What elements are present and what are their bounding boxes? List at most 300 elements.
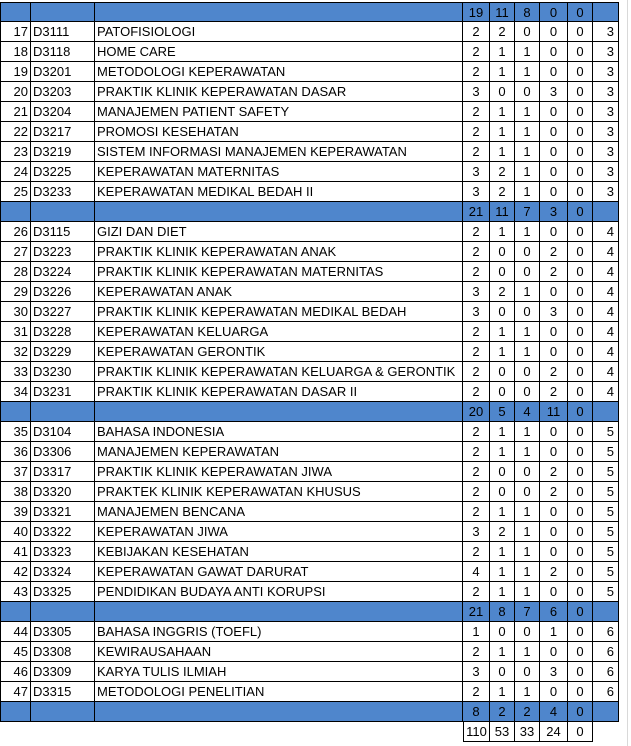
course-semester-cell[interactable]: 4 [593,262,619,282]
course-no-cell[interactable]: 28 [0,262,31,282]
course-k-cell[interactable]: 0 [540,522,568,542]
course-t-cell[interactable]: 1 [490,562,515,582]
course-x-cell[interactable]: 0 [568,142,593,162]
course-code-cell[interactable]: D3228 [31,322,95,342]
course-name-cell[interactable]: KEPERAWATAN MEDIKAL BEDAH II [95,182,463,202]
course-p-cell[interactable]: 1 [515,182,540,202]
course-k-cell[interactable]: 0 [540,442,568,462]
course-name-cell[interactable]: KEPERAWATAN JIWA [95,522,463,542]
course-k-cell[interactable]: 0 [540,222,568,242]
course-code-cell[interactable]: D3308 [31,642,95,662]
course-x-cell[interactable]: 0 [568,182,593,202]
course-semester-cell[interactable]: 4 [593,242,619,262]
subtotal-sem-cell[interactable] [593,702,619,722]
course-p-cell[interactable]: 1 [515,682,540,702]
course-no-cell[interactable]: 44 [0,622,31,642]
course-no-cell[interactable]: 43 [0,582,31,602]
course-semester-cell[interactable]: 4 [593,222,619,242]
course-code-cell[interactable]: D3323 [31,542,95,562]
course-p-cell[interactable]: 1 [515,502,540,522]
course-sks-cell[interactable]: 2 [463,22,490,42]
course-no-cell[interactable]: 22 [0,122,31,142]
course-sks-cell[interactable]: 3 [463,282,490,302]
course-t-cell[interactable]: 2 [490,282,515,302]
course-sks-cell[interactable]: 2 [463,62,490,82]
course-t-cell[interactable]: 2 [490,522,515,542]
course-name-cell[interactable]: MANAJEMEN KEPERAWATAN [95,442,463,462]
course-p-cell[interactable]: 1 [515,582,540,602]
course-p-cell[interactable]: 1 [515,162,540,182]
course-semester-cell[interactable]: 4 [593,322,619,342]
course-p-cell[interactable]: 0 [515,262,540,282]
course-x-cell[interactable]: 0 [568,322,593,342]
subtotal-t-cell[interactable]: 11 [490,2,515,22]
course-x-cell[interactable]: 0 [568,662,593,682]
course-k-cell[interactable]: 0 [540,42,568,62]
course-code-cell[interactable]: D3225 [31,162,95,182]
course-semester-cell[interactable]: 5 [593,462,619,482]
course-sks-cell[interactable]: 1 [463,622,490,642]
course-p-cell[interactable]: 1 [515,282,540,302]
course-sks-cell[interactable]: 2 [463,142,490,162]
course-p-cell[interactable]: 1 [515,122,540,142]
course-code-cell[interactable]: D3227 [31,302,95,322]
course-k-cell[interactable]: 0 [540,182,568,202]
course-name-cell[interactable]: PRAKTEK KLINIK KEPERAWATAN KHUSUS [95,482,463,502]
course-p-cell[interactable]: 0 [515,382,540,402]
course-k-cell[interactable]: 0 [540,62,568,82]
course-code-cell[interactable]: D3231 [31,382,95,402]
course-sks-cell[interactable]: 4 [463,562,490,582]
subtotal-name-cell[interactable] [95,202,463,222]
course-t-cell[interactable]: 1 [490,42,515,62]
course-p-cell[interactable]: 0 [515,622,540,642]
course-code-cell[interactable]: D3320 [31,482,95,502]
course-t-cell[interactable]: 0 [490,82,515,102]
course-x-cell[interactable]: 0 [568,302,593,322]
subtotal-name-cell[interactable] [95,602,463,622]
course-sks-cell[interactable]: 3 [463,302,490,322]
course-semester-cell[interactable]: 3 [593,182,619,202]
course-name-cell[interactable]: MANAJEMEN BENCANA [95,502,463,522]
course-t-cell[interactable]: 0 [490,302,515,322]
course-code-cell[interactable]: D3115 [31,222,95,242]
course-x-cell[interactable]: 0 [568,122,593,142]
course-no-cell[interactable]: 46 [0,662,31,682]
course-t-cell[interactable]: 2 [490,162,515,182]
course-t-cell[interactable]: 1 [490,642,515,662]
course-semester-cell[interactable]: 5 [593,422,619,442]
subtotal-sks-cell[interactable]: 8 [463,702,490,722]
course-t-cell[interactable]: 2 [490,182,515,202]
course-no-cell[interactable]: 18 [0,42,31,62]
course-semester-cell[interactable]: 5 [593,582,619,602]
course-no-cell[interactable]: 29 [0,282,31,302]
subtotal-x-cell[interactable]: 0 [568,602,593,622]
subtotal-x-cell[interactable]: 0 [568,202,593,222]
course-code-cell[interactable]: D3219 [31,142,95,162]
course-k-cell[interactable]: 2 [540,362,568,382]
course-t-cell[interactable]: 1 [490,122,515,142]
course-k-cell[interactable]: 2 [540,262,568,282]
course-p-cell[interactable]: 1 [515,142,540,162]
course-x-cell[interactable]: 0 [568,82,593,102]
course-x-cell[interactable]: 0 [568,22,593,42]
course-code-cell[interactable]: D3118 [31,42,95,62]
course-x-cell[interactable]: 0 [568,522,593,542]
course-name-cell[interactable]: PRAKTIK KLINIK KEPERAWATAN KELUARGA & GERONTIK [95,362,463,382]
course-no-cell[interactable]: 36 [0,442,31,462]
course-semester-cell[interactable]: 3 [593,142,619,162]
course-x-cell[interactable]: 0 [568,102,593,122]
course-sks-cell[interactable]: 3 [463,162,490,182]
course-code-cell[interactable]: D3324 [31,562,95,582]
course-t-cell[interactable]: 0 [490,662,515,682]
course-x-cell[interactable]: 0 [568,62,593,82]
course-name-cell[interactable]: KEPERAWATAN GAWAT DARURAT [95,562,463,582]
course-semester-cell[interactable]: 5 [593,482,619,502]
course-t-cell[interactable]: 1 [490,322,515,342]
course-semester-cell[interactable]: 6 [593,642,619,662]
grand-total-x-cell[interactable]: 0 [568,722,593,742]
course-x-cell[interactable]: 0 [568,42,593,62]
subtotal-p-cell[interactable]: 7 [515,202,540,222]
course-name-cell[interactable]: KARYA TULIS ILMIAH [95,662,463,682]
course-name-cell[interactable]: GIZI DAN DIET [95,222,463,242]
course-x-cell[interactable]: 0 [568,542,593,562]
course-sks-cell[interactable]: 2 [463,122,490,142]
course-t-cell[interactable]: 0 [490,382,515,402]
course-semester-cell[interactable]: 6 [593,622,619,642]
course-k-cell[interactable]: 0 [540,502,568,522]
course-x-cell[interactable]: 0 [568,502,593,522]
course-semester-cell[interactable]: 5 [593,562,619,582]
course-t-cell[interactable]: 1 [490,542,515,562]
course-t-cell[interactable]: 1 [490,502,515,522]
course-sks-cell[interactable]: 2 [463,342,490,362]
course-t-cell[interactable]: 1 [490,222,515,242]
course-k-cell[interactable]: 0 [540,642,568,662]
course-sks-cell[interactable]: 2 [463,42,490,62]
subtotal-p-cell[interactable]: 2 [515,702,540,722]
course-no-cell[interactable]: 26 [0,222,31,242]
course-p-cell[interactable]: 0 [515,82,540,102]
course-semester-cell[interactable]: 4 [593,282,619,302]
subtotal-no-cell[interactable] [0,202,31,222]
course-sks-cell[interactable]: 2 [463,482,490,502]
course-no-cell[interactable]: 21 [0,102,31,122]
course-name-cell[interactable]: PRAKTIK KLINIK KEPERAWATAN JIWA [95,462,463,482]
course-x-cell[interactable]: 0 [568,242,593,262]
course-no-cell[interactable]: 30 [0,302,31,322]
course-t-cell[interactable]: 1 [490,62,515,82]
course-k-cell[interactable]: 1 [540,622,568,642]
course-t-cell[interactable]: 0 [490,462,515,482]
subtotal-x-cell[interactable]: 0 [568,402,593,422]
course-k-cell[interactable]: 3 [540,662,568,682]
course-p-cell[interactable]: 1 [515,522,540,542]
course-no-cell[interactable]: 20 [0,82,31,102]
course-t-cell[interactable]: 1 [490,102,515,122]
course-p-cell[interactable]: 1 [515,562,540,582]
course-k-cell[interactable]: 0 [540,542,568,562]
course-t-cell[interactable]: 0 [490,622,515,642]
course-k-cell[interactable]: 2 [540,462,568,482]
subtotal-name-cell[interactable] [95,402,463,422]
course-code-cell[interactable]: D3203 [31,82,95,102]
course-code-cell[interactable]: D3229 [31,342,95,362]
course-code-cell[interactable]: D3201 [31,62,95,82]
course-no-cell[interactable]: 40 [0,522,31,542]
course-x-cell[interactable]: 0 [568,362,593,382]
subtotal-t-cell[interactable]: 2 [490,702,515,722]
course-name-cell[interactable]: PROMOSI KESEHATAN [95,122,463,142]
course-code-cell[interactable]: D3233 [31,182,95,202]
subtotal-code-cell[interactable] [31,402,95,422]
course-x-cell[interactable]: 0 [568,382,593,402]
subtotal-k-cell[interactable]: 0 [540,2,568,22]
subtotal-k-cell[interactable]: 4 [540,702,568,722]
course-no-cell[interactable]: 38 [0,482,31,502]
course-code-cell[interactable]: D3223 [31,242,95,262]
course-name-cell[interactable]: PRAKTIK KLINIK KEPERAWATAN DASAR II [95,382,463,402]
course-no-cell[interactable]: 19 [0,62,31,82]
course-name-cell[interactable]: PRAKTIK KLINIK KEPERAWATAN ANAK [95,242,463,262]
course-name-cell[interactable]: METODOLOGI PENELITIAN [95,682,463,702]
course-p-cell[interactable]: 0 [515,362,540,382]
course-no-cell[interactable]: 23 [0,142,31,162]
course-semester-cell[interactable]: 3 [593,102,619,122]
course-code-cell[interactable]: D3306 [31,442,95,462]
course-p-cell[interactable]: 0 [515,242,540,262]
course-k-cell[interactable]: 0 [540,122,568,142]
course-k-cell[interactable]: 0 [540,142,568,162]
course-code-cell[interactable]: D3204 [31,102,95,122]
course-sks-cell[interactable]: 2 [463,362,490,382]
course-sks-cell[interactable]: 3 [463,182,490,202]
course-code-cell[interactable]: D3325 [31,582,95,602]
subtotal-code-cell[interactable] [31,202,95,222]
course-semester-cell[interactable]: 3 [593,62,619,82]
course-no-cell[interactable]: 34 [0,382,31,402]
course-name-cell[interactable]: KEPERAWATAN KELUARGA [95,322,463,342]
subtotal-t-cell[interactable]: 8 [490,602,515,622]
subtotal-no-cell[interactable] [0,402,31,422]
course-t-cell[interactable]: 0 [490,262,515,282]
course-p-cell[interactable]: 1 [515,102,540,122]
course-semester-cell[interactable]: 3 [593,162,619,182]
course-sks-cell[interactable]: 2 [463,642,490,662]
course-no-cell[interactable]: 41 [0,542,31,562]
course-no-cell[interactable]: 45 [0,642,31,662]
subtotal-name-cell[interactable] [95,2,463,22]
course-sks-cell[interactable]: 2 [463,542,490,562]
course-name-cell[interactable]: SISTEM INFORMASI MANAJEMEN KEPERAWATAN [95,142,463,162]
course-x-cell[interactable]: 0 [568,282,593,302]
course-sks-cell[interactable]: 2 [463,582,490,602]
course-name-cell[interactable]: KEPERAWATAN MATERNITAS [95,162,463,182]
course-code-cell[interactable]: D3317 [31,462,95,482]
subtotal-sks-cell[interactable]: 21 [463,202,490,222]
course-no-cell[interactable]: 31 [0,322,31,342]
subtotal-k-cell[interactable]: 6 [540,602,568,622]
course-no-cell[interactable]: 27 [0,242,31,262]
course-x-cell[interactable]: 0 [568,462,593,482]
course-p-cell[interactable]: 0 [515,302,540,322]
subtotal-sks-cell[interactable]: 21 [463,602,490,622]
course-x-cell[interactable]: 0 [568,582,593,602]
course-sks-cell[interactable]: 3 [463,522,490,542]
course-p-cell[interactable]: 0 [515,662,540,682]
subtotal-name-cell[interactable] [95,702,463,722]
course-no-cell[interactable]: 32 [0,342,31,362]
course-semester-cell[interactable]: 5 [593,502,619,522]
course-x-cell[interactable]: 0 [568,622,593,642]
course-k-cell[interactable]: 3 [540,82,568,102]
course-sks-cell[interactable]: 2 [463,102,490,122]
course-semester-cell[interactable]: 3 [593,82,619,102]
course-x-cell[interactable]: 0 [568,482,593,502]
course-p-cell[interactable]: 0 [515,462,540,482]
course-semester-cell[interactable]: 5 [593,542,619,562]
course-k-cell[interactable]: 0 [540,162,568,182]
course-semester-cell[interactable]: 3 [593,22,619,42]
course-sks-cell[interactable]: 2 [463,682,490,702]
course-p-cell[interactable]: 1 [515,62,540,82]
course-code-cell[interactable]: D3321 [31,502,95,522]
course-name-cell[interactable]: KEPERAWATAN GERONTIK [95,342,463,362]
course-x-cell[interactable]: 0 [568,682,593,702]
course-code-cell[interactable]: D3309 [31,662,95,682]
course-name-cell[interactable]: PENDIDIKAN BUDAYA ANTI KORUPSI [95,582,463,602]
subtotal-no-cell[interactable] [0,2,31,22]
course-k-cell[interactable]: 0 [540,102,568,122]
course-semester-cell[interactable]: 4 [593,362,619,382]
course-name-cell[interactable]: BAHASA INGGRIS (TOEFL) [95,622,463,642]
course-name-cell[interactable]: KEWIRAUSAHAAN [95,642,463,662]
course-p-cell[interactable]: 1 [515,422,540,442]
course-k-cell[interactable]: 0 [540,682,568,702]
grand-total-t-cell[interactable]: 53 [490,722,515,742]
subtotal-sem-cell[interactable] [593,2,619,22]
course-name-cell[interactable]: METODOLOGI KEPERAWATAN [95,62,463,82]
course-t-cell[interactable]: 1 [490,442,515,462]
course-k-cell[interactable]: 2 [540,242,568,262]
course-semester-cell[interactable]: 4 [593,302,619,322]
course-no-cell[interactable]: 35 [0,422,31,442]
course-k-cell[interactable]: 2 [540,382,568,402]
course-code-cell[interactable]: D3111 [31,22,95,42]
course-sks-cell[interactable]: 2 [463,382,490,402]
course-sks-cell[interactable]: 2 [463,242,490,262]
course-k-cell[interactable]: 0 [540,422,568,442]
course-x-cell[interactable]: 0 [568,442,593,462]
course-name-cell[interactable]: KEPERAWATAN ANAK [95,282,463,302]
course-k-cell[interactable]: 0 [540,582,568,602]
course-code-cell[interactable]: D3315 [31,682,95,702]
subtotal-p-cell[interactable]: 8 [515,2,540,22]
course-k-cell[interactable]: 2 [540,482,568,502]
course-t-cell[interactable]: 0 [490,242,515,262]
course-t-cell[interactable]: 1 [490,142,515,162]
course-name-cell[interactable]: PRAKTIK KLINIK KEPERAWATAN MATERNITAS [95,262,463,282]
course-p-cell[interactable]: 0 [515,22,540,42]
course-t-cell[interactable]: 2 [490,22,515,42]
course-t-cell[interactable]: 1 [490,582,515,602]
subtotal-no-cell[interactable] [0,602,31,622]
course-code-cell[interactable]: D3224 [31,262,95,282]
subtotal-sem-cell[interactable] [593,402,619,422]
course-semester-cell[interactable]: 4 [593,342,619,362]
course-t-cell[interactable]: 0 [490,482,515,502]
subtotal-no-cell[interactable] [0,702,31,722]
subtotal-sks-cell[interactable]: 19 [463,2,490,22]
course-code-cell[interactable]: D3217 [31,122,95,142]
course-sks-cell[interactable]: 3 [463,662,490,682]
course-code-cell[interactable]: D3322 [31,522,95,542]
course-x-cell[interactable]: 0 [568,222,593,242]
course-x-cell[interactable]: 0 [568,342,593,362]
course-p-cell[interactable]: 1 [515,542,540,562]
course-name-cell[interactable]: PATOFISIOLOGI [95,22,463,42]
course-no-cell[interactable]: 42 [0,562,31,582]
course-no-cell[interactable]: 39 [0,502,31,522]
subtotal-sks-cell[interactable]: 20 [463,402,490,422]
course-name-cell[interactable]: PRAKTIK KLINIK KEPERAWATAN DASAR [95,82,463,102]
course-sks-cell[interactable]: 2 [463,222,490,242]
course-semester-cell[interactable]: 3 [593,42,619,62]
course-semester-cell[interactable]: 5 [593,522,619,542]
course-name-cell[interactable]: HOME CARE [95,42,463,62]
course-code-cell[interactable]: D3230 [31,362,95,382]
subtotal-t-cell[interactable]: 5 [490,402,515,422]
course-name-cell[interactable]: BAHASA INDONESIA [95,422,463,442]
course-name-cell[interactable]: KEBIJAKAN KESEHATAN [95,542,463,562]
grand-total-p-cell[interactable]: 33 [515,722,540,742]
course-x-cell[interactable]: 0 [568,562,593,582]
course-k-cell[interactable]: 0 [540,342,568,362]
course-t-cell[interactable]: 1 [490,422,515,442]
course-p-cell[interactable]: 1 [515,42,540,62]
course-sks-cell[interactable]: 2 [463,322,490,342]
course-p-cell[interactable]: 0 [515,482,540,502]
course-sks-cell[interactable]: 2 [463,462,490,482]
course-code-cell[interactable]: D3104 [31,422,95,442]
course-no-cell[interactable]: 24 [0,162,31,182]
course-p-cell[interactable]: 1 [515,322,540,342]
course-k-cell[interactable]: 0 [540,322,568,342]
course-no-cell[interactable]: 25 [0,182,31,202]
course-semester-cell[interactable]: 6 [593,682,619,702]
course-x-cell[interactable]: 0 [568,262,593,282]
subtotal-x-cell[interactable]: 0 [568,702,593,722]
course-semester-cell[interactable]: 3 [593,122,619,142]
course-p-cell[interactable]: 1 [515,442,540,462]
course-semester-cell[interactable]: 5 [593,442,619,462]
course-sks-cell[interactable]: 2 [463,502,490,522]
subtotal-code-cell[interactable] [31,702,95,722]
subtotal-p-cell[interactable]: 4 [515,402,540,422]
course-k-cell[interactable]: 2 [540,562,568,582]
course-sks-cell[interactable]: 2 [463,422,490,442]
grand-total-sks-cell[interactable]: 110 [463,722,490,742]
course-p-cell[interactable]: 1 [515,642,540,662]
course-x-cell[interactable]: 0 [568,422,593,442]
course-t-cell[interactable]: 1 [490,342,515,362]
course-sks-cell[interactable]: 2 [463,262,490,282]
course-semester-cell[interactable]: 4 [593,382,619,402]
course-k-cell[interactable]: 0 [540,22,568,42]
